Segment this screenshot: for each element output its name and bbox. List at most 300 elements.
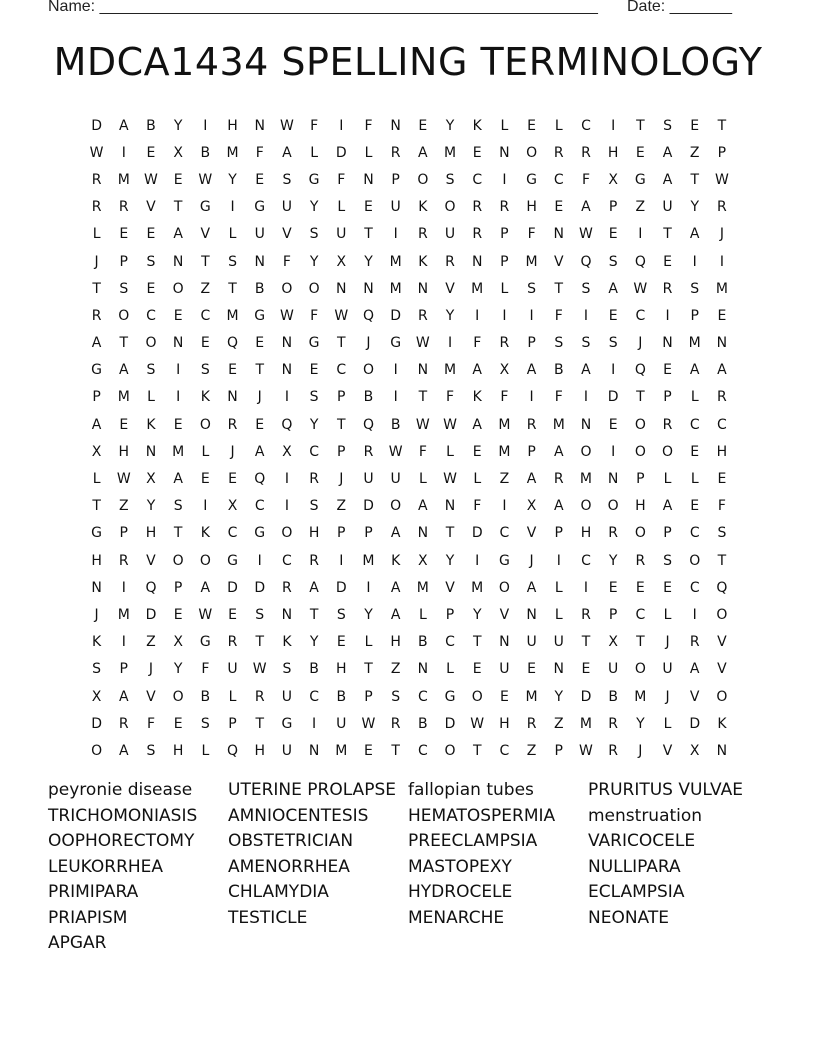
grid-letter: N — [716, 335, 728, 352]
grid-letter: O — [444, 742, 456, 759]
grid-letter: J — [148, 661, 154, 678]
grid-letter: E — [364, 199, 373, 216]
grid-letter: T — [663, 226, 672, 243]
grid-letter: E — [228, 471, 237, 488]
grid-letter: M — [443, 362, 457, 379]
grid-letter: I — [121, 579, 126, 596]
grid-letter: P — [228, 715, 237, 732]
grid-letter: E — [173, 606, 183, 623]
grid-letter: V — [146, 199, 156, 216]
grid-letter: L — [228, 688, 237, 705]
grid-letter: I — [339, 117, 344, 134]
grid-letter: R — [608, 715, 619, 732]
grid-letter: W — [633, 280, 648, 297]
grid-letter: I — [121, 634, 126, 651]
grid-letter: M — [117, 171, 130, 188]
grid-letter: E — [200, 335, 210, 352]
grid-letter: V — [662, 742, 673, 759]
grid-letter: E — [146, 144, 156, 161]
grid-letter: Y — [309, 634, 319, 651]
grid-letter: T — [364, 661, 373, 678]
grid-letter: O — [145, 335, 157, 352]
grid-letter: I — [203, 498, 208, 515]
grid-letter: B — [418, 715, 428, 732]
grid-letter: L — [554, 117, 563, 134]
grid-letter: X — [91, 443, 102, 460]
grid-letter: I — [393, 226, 398, 243]
grid-letter: P — [500, 253, 509, 270]
grid-letter: T — [364, 226, 373, 243]
grid-letter: F — [527, 226, 536, 243]
grid-letter: H — [172, 742, 184, 759]
grid-letter: L — [690, 389, 699, 406]
grid-letter: O — [580, 443, 592, 460]
grid-letter: Q — [362, 307, 374, 324]
grid-letter: U — [281, 199, 293, 216]
grid-letter: M — [389, 280, 402, 297]
grid-letter: O — [281, 280, 293, 297]
grid-letter: B — [336, 688, 347, 705]
grid-letter: T — [119, 335, 129, 352]
grid-letter: Q — [634, 362, 646, 379]
grid-letter: N — [417, 525, 429, 542]
grid-letter: N — [91, 579, 102, 596]
grid-letter: Q — [580, 253, 592, 270]
grid-letter: E — [173, 307, 183, 324]
grid-letter: A — [662, 144, 673, 161]
grid-letter: C — [146, 307, 156, 324]
grid-letter: L — [364, 634, 373, 651]
grid-letter: H — [254, 742, 265, 759]
grid-letter: M — [498, 416, 511, 433]
grid-letter: F — [581, 171, 590, 188]
grid-letter: A — [91, 416, 102, 433]
grid-letter: P — [119, 253, 128, 270]
grid-letter: E — [717, 307, 727, 324]
grid-letter: E — [581, 661, 591, 678]
grid-letter: R — [363, 443, 374, 460]
grid-letter: Y — [146, 498, 156, 515]
grid-letter: O — [634, 661, 646, 678]
grid-letter: P — [364, 688, 373, 705]
grid-letter: A — [418, 144, 428, 161]
grid-letter: I — [611, 443, 616, 460]
grid-letter: V — [146, 552, 156, 569]
word-list-item: AMNIOCENTESIS — [228, 805, 369, 826]
grid-letter: Y — [554, 688, 564, 705]
grid-letter: K — [717, 715, 727, 732]
grid-letter: K — [472, 389, 482, 406]
grid-letter: B — [200, 688, 211, 705]
grid-letter: T — [636, 117, 645, 134]
grid-letter: M — [579, 715, 593, 732]
grid-letter: Z — [553, 715, 564, 732]
grid-letter: G — [390, 335, 402, 352]
grid-letter: H — [526, 199, 537, 216]
grid-letter: N — [227, 389, 238, 406]
grid-letter: P — [690, 307, 699, 324]
grid-letter: D — [363, 498, 374, 515]
grid-letter: M — [443, 144, 457, 161]
grid-letter: K — [418, 199, 428, 216]
grid-letter: C — [581, 117, 591, 134]
grid-letter: W — [470, 715, 485, 732]
grid-letter: R — [91, 199, 102, 216]
grid-letter: O — [634, 443, 646, 460]
grid-letter: G — [308, 335, 320, 352]
grid-letter: Q — [716, 579, 728, 596]
grid-letter: F — [554, 389, 563, 406]
grid-letter: S — [282, 661, 292, 678]
grid-letter: M — [471, 579, 484, 596]
grid-letter: X — [608, 171, 618, 188]
grid-letter: R — [118, 552, 129, 569]
grid-letter: D — [91, 715, 102, 732]
grid-letter: V — [282, 226, 292, 243]
grid-letter: M — [688, 335, 701, 352]
grid-letter: D — [335, 579, 347, 596]
grid-letter: F — [146, 715, 155, 732]
grid-letter: Q — [254, 471, 266, 488]
grid-letter: E — [717, 471, 727, 488]
grid-letter: G — [199, 199, 211, 216]
grid-letter: R — [118, 715, 129, 732]
grid-letter: T — [173, 199, 183, 216]
grid-letter: T — [92, 498, 101, 515]
grid-letter: S — [146, 742, 156, 759]
grid-letter: S — [309, 389, 319, 406]
grid-letter: R — [581, 144, 591, 161]
grid-letter: S — [92, 661, 102, 678]
grid-letter: T — [636, 634, 645, 651]
grid-letter: R — [662, 416, 673, 433]
grid-letter: E — [472, 144, 482, 161]
grid-letter: J — [529, 552, 534, 569]
grid-letter: L — [500, 280, 509, 297]
grid-letter: C — [200, 307, 211, 324]
grid-letter: R — [472, 199, 483, 216]
grid-letter: W — [579, 742, 593, 759]
grid-letter: F — [500, 389, 509, 406]
grid-letter: N — [553, 226, 565, 243]
grid-letter: S — [554, 335, 564, 352]
grid-letter: J — [665, 634, 670, 651]
grid-letter: W — [279, 307, 294, 324]
grid-letter: Z — [635, 199, 646, 216]
grid-letter: R — [254, 688, 265, 705]
grid-letter: R — [499, 199, 510, 216]
grid-letter: A — [309, 579, 319, 596]
grid-letter: M — [634, 688, 647, 705]
grid-letter: P — [554, 525, 563, 542]
grid-letter: R — [309, 552, 319, 569]
grid-letter: E — [255, 416, 265, 433]
grid-letter: N — [607, 471, 619, 488]
grid-letter: S — [228, 253, 237, 270]
grid-letter: N — [662, 335, 673, 352]
grid-letter: G — [254, 199, 266, 216]
grid-letter: V — [146, 688, 156, 705]
grid-letter: I — [230, 199, 235, 216]
grid-letter: J — [366, 335, 371, 352]
grid-letter: L — [554, 579, 563, 596]
grid-letter: O — [281, 525, 293, 542]
grid-letter: F — [310, 307, 319, 324]
word-list-item: VARICOCELE — [588, 831, 696, 851]
grid-letter: U — [526, 634, 537, 651]
grid-letter: U — [363, 471, 374, 488]
grid-letter: K — [472, 117, 482, 134]
grid-letter: P — [717, 144, 727, 161]
grid-letter: Q — [227, 742, 239, 759]
grid-letter: T — [472, 634, 482, 651]
grid-letter: C — [417, 688, 428, 705]
grid-letter: G — [444, 688, 456, 705]
grid-letter: A — [553, 443, 564, 460]
grid-letter: N — [499, 634, 510, 651]
word-list-item: HYDROCELE — [408, 882, 513, 902]
grid-letter: D — [335, 144, 347, 161]
grid-letter: L — [473, 471, 482, 488]
grid-letter: E — [635, 579, 645, 596]
grid-letter: W — [361, 715, 376, 732]
grid-letter: A — [418, 498, 428, 515]
grid-letter: S — [391, 688, 401, 705]
grid-letter: S — [119, 280, 129, 297]
word-list-item: NEONATE — [588, 907, 669, 928]
grid-letter: A — [118, 742, 129, 759]
grid-letter: M — [498, 443, 511, 460]
grid-letter: N — [716, 742, 728, 759]
grid-letter: R — [227, 416, 238, 433]
grid-letter: I — [176, 362, 181, 379]
grid-letter: R — [118, 199, 129, 216]
grid-letter: U — [390, 199, 401, 216]
grid-letter: B — [553, 362, 564, 379]
grid-letter: J — [339, 471, 344, 488]
grid-letter: O — [91, 742, 103, 759]
grid-letter: L — [418, 471, 427, 488]
grid-letter: I — [475, 307, 480, 324]
grid-letter: N — [281, 362, 293, 379]
grid-letter: A — [91, 335, 102, 352]
grid-letter: A — [118, 117, 129, 134]
grid-letter: L — [446, 661, 454, 678]
grid-letter: A — [608, 280, 618, 297]
grid-letter: G — [227, 552, 238, 569]
grid-letter: R — [91, 307, 102, 324]
grid-letter: I — [556, 552, 561, 569]
grid-letter: A — [526, 579, 537, 596]
grid-letter: P — [92, 389, 101, 406]
grid-letter: P — [527, 443, 536, 460]
grid-letter: R — [309, 471, 319, 488]
grid-letter: Z — [118, 498, 129, 515]
grid-letter: O — [498, 579, 510, 596]
grid-letter: I — [284, 389, 289, 406]
grid-letter: L — [228, 226, 237, 243]
grid-letter: I — [176, 389, 181, 406]
grid-letter: M — [471, 280, 484, 297]
grid-letter: E — [364, 742, 373, 759]
grid-letter: S — [173, 498, 183, 515]
grid-letter: T — [309, 606, 319, 623]
grid-letter: Y — [445, 307, 455, 324]
grid-letter: M — [416, 579, 429, 596]
name-date-header — [48, 0, 748, 20]
grid-letter: D — [390, 307, 402, 324]
grid-letter: A — [173, 471, 183, 488]
grid-letter: B — [363, 389, 374, 406]
grid-letter: N — [363, 171, 374, 188]
grid-letter: F — [337, 171, 346, 188]
grid-letter: H — [145, 525, 157, 542]
grid-letter: G — [254, 307, 266, 324]
grid-letter: P — [119, 661, 128, 678]
grid-letter: R — [635, 552, 646, 569]
grid-letter: I — [393, 362, 398, 379]
grid-letter: E — [119, 226, 129, 243]
grid-letter: U — [336, 715, 347, 732]
grid-letter: I — [393, 389, 398, 406]
grid-letter: S — [581, 280, 591, 297]
grid-letter: W — [198, 606, 213, 623]
grid-letter: T — [255, 715, 264, 732]
grid-letter: Q — [145, 579, 157, 596]
grid-letter: Y — [364, 606, 373, 623]
grid-letter: S — [608, 335, 618, 352]
grid-letter: A — [472, 362, 482, 379]
grid-letter: A — [118, 688, 129, 705]
grid-letter: P — [173, 579, 183, 596]
grid-letter: H — [499, 715, 510, 732]
word-list-item: UTERINE PROLAPSE — [228, 780, 396, 800]
grid-letter: I — [284, 498, 289, 515]
grid-letter: F — [473, 335, 482, 352]
grid-letter: I — [339, 552, 344, 569]
grid-letter: H — [118, 443, 130, 460]
word-list-item: PREECLAMPSIA — [408, 831, 538, 851]
grid-letter: E — [499, 688, 509, 705]
grid-letter: E — [608, 416, 618, 433]
grid-letter: G — [254, 525, 266, 542]
grid-letter: P — [527, 335, 536, 352]
grid-letter: I — [502, 307, 507, 324]
grid-letter: T — [337, 416, 346, 433]
grid-letter: M — [117, 389, 130, 406]
grid-letter: R — [417, 307, 428, 324]
grid-letter: W — [415, 416, 430, 433]
grid-letter: F — [717, 498, 726, 515]
grid-letter: A — [662, 171, 673, 188]
grid-letter: T — [581, 634, 591, 651]
grid-letter: R — [390, 144, 401, 161]
grid-letter: L — [147, 389, 155, 406]
grid-letter: H — [390, 634, 401, 651]
grid-letter: A — [717, 362, 727, 379]
grid-letter: R — [282, 579, 292, 596]
grid-letter: N — [336, 280, 347, 297]
grid-letter: A — [390, 606, 401, 623]
grid-letter: N — [172, 335, 184, 352]
grid-letter: U — [227, 661, 238, 678]
grid-letter: P — [119, 525, 128, 542]
grid-letter: X — [418, 552, 428, 569]
grid-letter: E — [418, 117, 428, 134]
grid-letter: R — [390, 715, 401, 732]
grid-letter: Z — [146, 634, 156, 651]
grid-letter: E — [608, 307, 618, 324]
word-list-item: peyronie disease — [48, 780, 193, 800]
grid-letter: Z — [499, 471, 510, 488]
grid-letter: L — [418, 606, 427, 623]
grid-letter: E — [228, 606, 237, 623]
grid-letter: S — [581, 335, 591, 352]
grid-letter: J — [638, 335, 643, 352]
date-field-label: Date: _______ — [627, 0, 732, 15]
grid-letter: N — [417, 661, 429, 678]
grid-letter: I — [692, 253, 697, 270]
grid-letter: R — [499, 335, 510, 352]
grid-letter: S — [255, 606, 265, 623]
grid-letter: C — [336, 362, 347, 379]
grid-letter: D — [689, 715, 701, 732]
grid-letter: Q — [227, 335, 239, 352]
grid-letter: N — [308, 742, 320, 759]
grid-letter: D — [444, 715, 456, 732]
grid-letter: T — [255, 634, 264, 651]
grid-letter: P — [608, 199, 618, 216]
grid-letter: Z — [200, 280, 211, 297]
grid-letter: P — [364, 525, 373, 542]
grid-letter: O — [172, 552, 184, 569]
grid-letter: S — [608, 253, 618, 270]
grid-letter: M — [335, 742, 348, 759]
grid-letter: O — [716, 688, 728, 705]
grid-letter: M — [117, 606, 130, 623]
grid-letter: M — [579, 471, 593, 488]
grid-letter: O — [362, 362, 374, 379]
grid-letter: H — [91, 552, 102, 569]
grid-letter: T — [636, 389, 645, 406]
grid-letter: O — [634, 416, 646, 433]
grid-letter: E — [608, 226, 618, 243]
grid-letter: X — [173, 634, 183, 651]
grid-letter: I — [665, 307, 670, 324]
grid-letter: C — [635, 307, 646, 324]
grid-letter: I — [121, 144, 126, 161]
grid-letter: L — [554, 606, 563, 623]
grid-letter: E — [146, 280, 156, 297]
word-list-item: ECLAMPSIA — [588, 882, 685, 902]
grid-letter: R — [472, 226, 483, 243]
grid-letter: B — [418, 634, 428, 651]
grid-letter: F — [364, 117, 373, 134]
grid-letter: B — [309, 661, 319, 678]
grid-letter: H — [716, 443, 728, 460]
grid-letter: N — [417, 362, 429, 379]
grid-letter: C — [282, 552, 292, 569]
grid-letter: N — [553, 661, 565, 678]
grid-letter: R — [553, 471, 564, 488]
grid-letter: W — [116, 471, 131, 488]
grid-letter: Y — [472, 606, 482, 623]
page-title: MDCA1434 SPELLING TERMINOLOGY — [53, 40, 763, 84]
grid-letter: R — [717, 199, 727, 216]
grid-letter: P — [608, 606, 618, 623]
grid-letter: N — [145, 443, 157, 460]
grid-letter: U — [444, 226, 456, 243]
